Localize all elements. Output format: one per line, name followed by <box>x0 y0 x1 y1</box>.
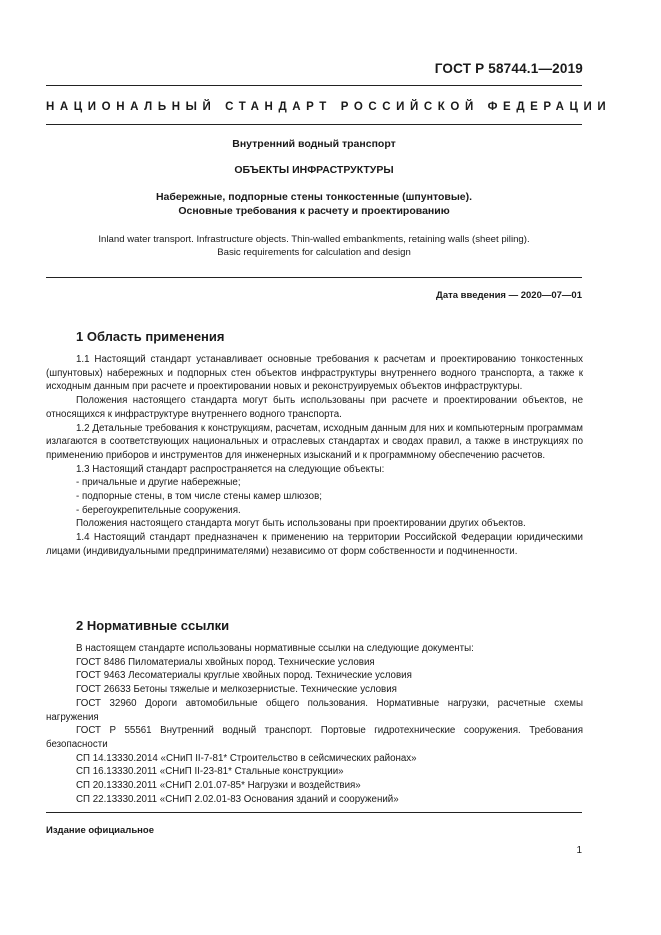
banner-rule <box>46 124 582 125</box>
reference-item: СП 20.13330.2011 «СНиП 2.01.07-85* Нагрузки и воздействия» <box>76 780 361 792</box>
paragraph-1-2: 1.2 Детальные требования к конструкциям, расчетам, исходным данным для них и компьютерным программам излагаются в соответствующих национальных и отраслевых стандартах и сводах правил, а также в инструкциях по применению приборов и инструментов для инженерных изысканий и к программному обеспечению расчетов. <box>46 422 583 461</box>
paragraph-1-1-note: Положения настоящего стандарта могут быть использованы при расчете и проектировании объектов, не относящихся к инфраструктуре внутреннего водного транспорта. <box>46 395 583 420</box>
section-1-heading: 1 Область применения <box>76 329 225 344</box>
list-item: - причальные и другие набережные; <box>76 477 241 489</box>
reference-item: СП 22.13330.2011 «СНиП 2.02.01-83 Основания зданий и сооружений» <box>76 793 399 805</box>
title-sub-line1: Набережные, подпорные стены тонкостенные (шпунтовые). <box>155 191 473 203</box>
national-standard-banner: НАЦИОНАЛЬНЫЙ СТАНДАРТ РОССИЙСКОЙ ФЕДЕРАЦИИ <box>46 101 612 113</box>
reference-item: ГОСТ 8486 Пиломатериалы хвойных пород. Технические условия <box>76 656 375 668</box>
reference-item: ГОСТ 26633 Бетоны тяжелые и мелкозернистые. Технические условия <box>76 684 397 696</box>
paragraph-1-1: 1.1 Настоящий стандарт устанавливает основные требования к расчетам и проектированию тонкостенных (шпунтовых) набережных и подпорных стен объектов инфраструктуры внутреннего водного транспорта, а также к исходным данным при расчете и проектировании новых и реконструируемых объектов инфраструктуры. <box>46 354 583 393</box>
reference-item: ГОСТ Р 55561 Внутренний водный транспорт. Портовые гидротехнические сооружения. Требования безопасности <box>46 725 583 750</box>
section-1-body <box>46 353 583 559</box>
document-number: ГОСТ Р 58744.1—2019 <box>434 61 583 76</box>
list-item: - подпорные стены, в том числе стены камер шлюзов; <box>76 491 322 503</box>
section-2-body <box>46 642 583 806</box>
paragraph-1-3: 1.3 Настоящий стандарт распространяется на следующие объекты: <box>76 463 385 475</box>
reference-item: СП 14.13330.2014 «СНиП II-7-81* Строительство в сейсмических районах» <box>76 752 417 764</box>
top-rule <box>46 85 582 86</box>
introduction-date: Дата введения — 2020—07—01 <box>436 290 582 301</box>
date-rule <box>46 277 582 278</box>
edition-label: Издание официальное <box>46 825 154 836</box>
title-english-line2: Basic requirements for calculation and design <box>217 247 411 258</box>
title-english-line1: Inland water transport. Infrastructure objects. Thin-walled embankments, retaining walls (sheet piling). <box>98 234 530 245</box>
references-intro: В настоящем стандарте использованы нормативные ссылки на следующие документы: <box>76 643 474 654</box>
footer-rule <box>46 812 582 813</box>
title-subject: Внутренний водный транспорт <box>232 138 396 150</box>
reference-item: СП 16.13330.2011 «СНиП II-23-81* Стальные конструкции» <box>76 766 344 778</box>
title-sub-line2: Основные требования к расчету и проектированию <box>178 205 450 217</box>
title-main: ОБЪЕКТЫ ИНФРАСТРУКТУРЫ <box>234 164 394 176</box>
paragraph-1-3-note: Положения настоящего стандарта могут быть использованы при проектировании других объектов. <box>76 518 526 530</box>
section-2-heading: 2 Нормативные ссылки <box>76 618 230 633</box>
list-item: - берегоукрепительные сооружения. <box>76 504 241 516</box>
paragraph-1-4: 1.4 Настоящий стандарт предназначен к применению на территории Российской Федерации юридическими лицами (индивидуальными предпринимателями) независимо от форм собственности и подчиненности. <box>46 532 583 557</box>
reference-item: ГОСТ 32960 Дороги автомобильные общего пользования. Нормативные нагрузки, расчетные схемы нагружения <box>46 697 583 723</box>
page-number: 1 <box>576 845 582 856</box>
reference-item: ГОСТ 9463 Лесоматериалы круглые хвойных пород. Технические условия <box>76 670 412 682</box>
